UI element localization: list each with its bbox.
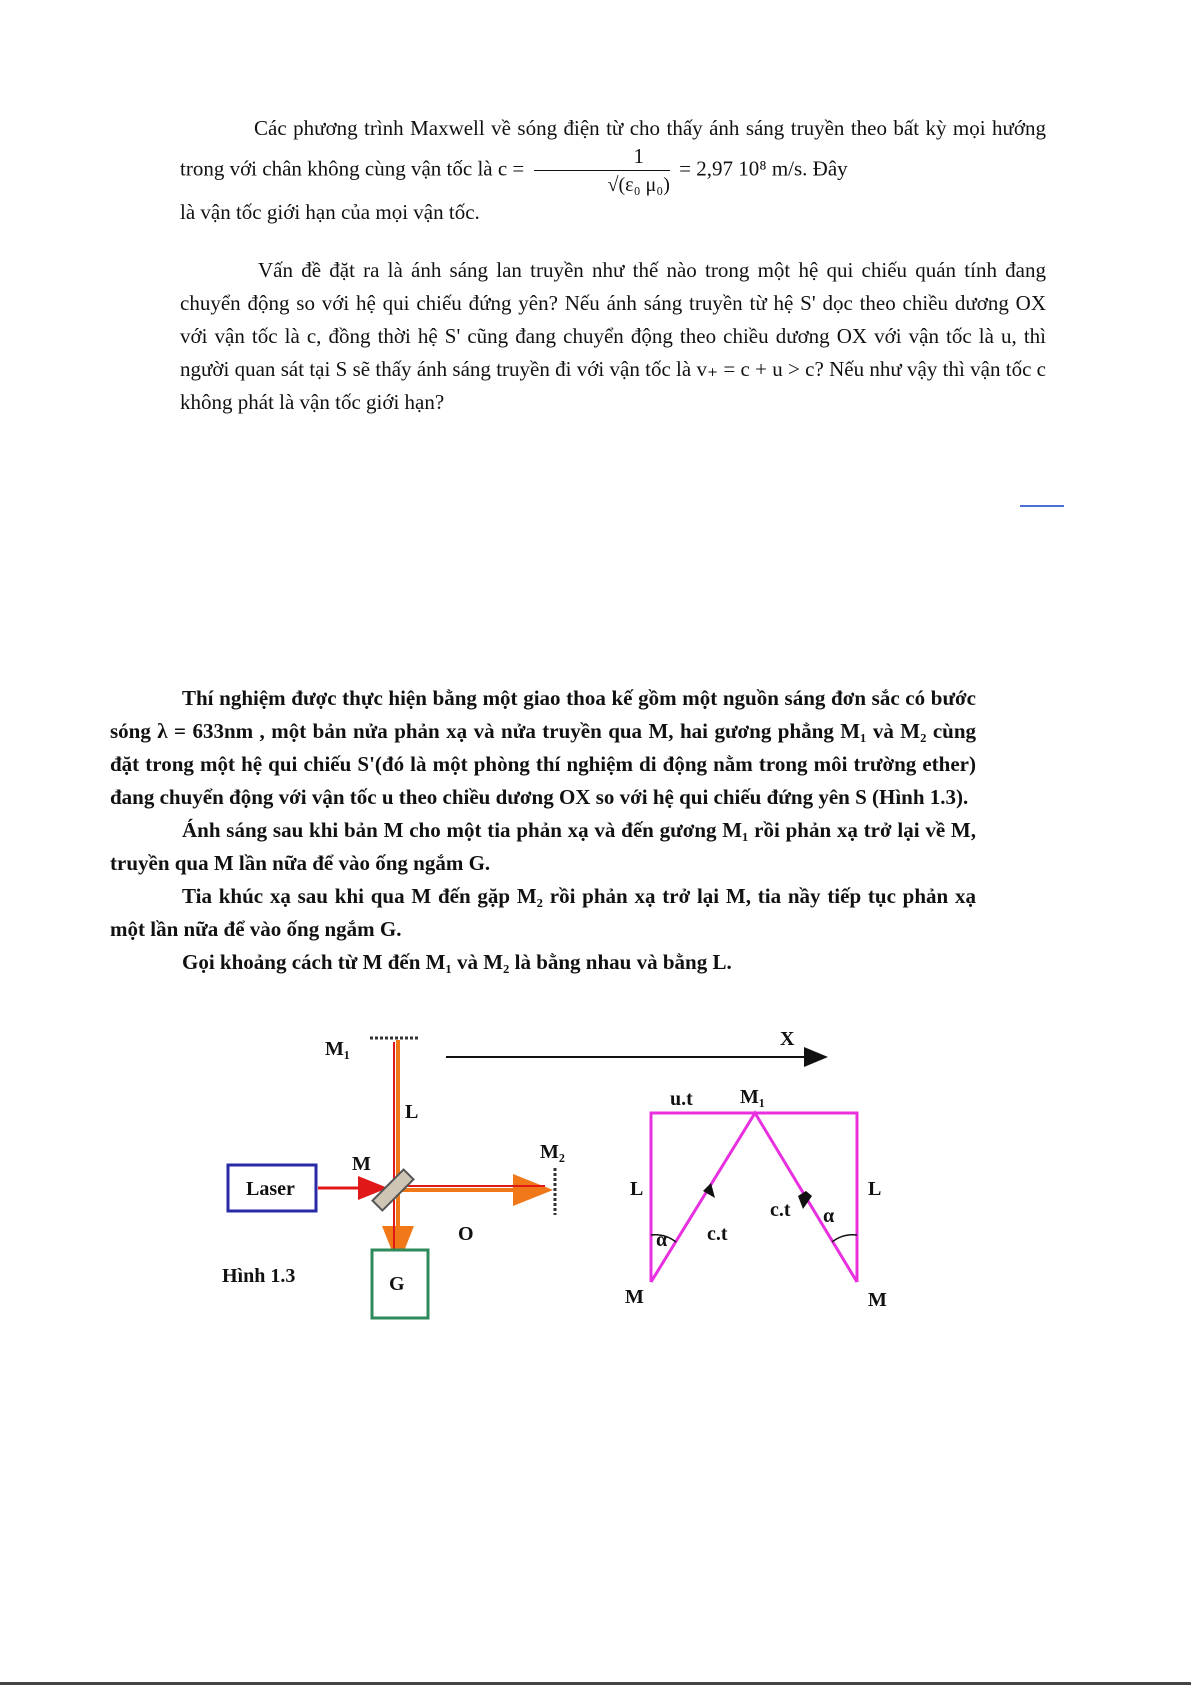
experiment-p3: Tia khúc xạ sau khi qua M đến gặp M₂ rồi phản xạ trở lại M, tia nầy tiếp tục phản xạ một lần nữa để vào ống ngắm G.: [110, 884, 976, 941]
label-m-left: M: [625, 1286, 644, 1308]
label-alpha-left: α: [656, 1229, 668, 1251]
label-m-right: M: [868, 1289, 887, 1311]
figure-caption: Hình 1.3: [222, 1265, 296, 1287]
label-l-right: L: [868, 1178, 882, 1200]
label-m: M: [352, 1153, 371, 1175]
maxwell-line1: Các phương trình Maxwell về sóng điện từ cho thấy ánh sáng truyền theo bất kỳ mọi hướng trong với chân không cùng vận tốc là c =: [180, 116, 1046, 181]
interferometer-figure: [0, 1010, 1191, 1340]
experiment-paragraphs: [110, 682, 976, 979]
maxwell-paragraph: [180, 112, 1046, 229]
label-m1: M₁: [325, 1038, 350, 1060]
label-l-left: L: [630, 1178, 644, 1200]
label-g: G: [389, 1273, 405, 1295]
speed-fraction: [534, 145, 670, 196]
label-o: O: [458, 1223, 474, 1245]
label-ct-left: c.t: [707, 1223, 728, 1245]
experiment-p2: Ánh sáng sau khi bản M cho một tia phản xạ và đến gương M₁ rồi phản xạ trở lại về M, truyền qua M lần nữa để vào ống ngắm G.: [110, 818, 976, 875]
question-paragraph: Vấn đề đặt ra là ánh sáng lan truyền như thế nào trong một hệ qui chiếu quán tính đang chuyển động so với hệ qui chiếu đứng yên? Nếu ánh sáng truyền từ hệ S' dọc theo chiều dương OX với vận tốc là c, đồng thời hệ S' cũng đang chuyển động theo chiều dương OX với vận tốc là u, thì người quan sát tại S sẽ thấy ánh sáng truyền đi với vận tốc là v₊ = c + u > c? Nếu như vậy thì vận tốc c không phát là vận tốc giới hạn?: [180, 258, 1046, 414]
label-m1-right: M₁: [740, 1086, 765, 1108]
experiment-p4: Gọi khoảng cách từ M đến M₁ và M₂ là bằng nhau và bằng L.: [182, 950, 732, 974]
label-ut: u.t: [670, 1088, 693, 1110]
label-alpha-right: α: [823, 1205, 835, 1227]
label-laser: Laser: [246, 1178, 295, 1200]
speed-value: = 2,97 10⁸ m/s. Đây: [673, 156, 848, 181]
label-m2: M₂: [540, 1141, 565, 1163]
light-path: [651, 1113, 857, 1282]
experiment-p1: Thí nghiệm được thực hiện bằng một giao thoa kế gồm một nguồn sáng đơn sắc có bước sóng λ = 633nm , một bản nửa phản xạ và nửa truyền qua M, hai gương phẳng M₁ và M₂ cùng đặt trong một hệ qui chiếu S'(đó là một phòng thí nghiệm di động nằm trong môi trường ether) đang chuyển động với vận tốc u theo chiều dương OX so với hệ qui chiếu đứng yên S (Hình 1.3).: [110, 686, 976, 809]
label-ct-right: c.t: [770, 1199, 791, 1221]
fraction-numerator: 1: [534, 145, 670, 171]
label-l-vertical: L: [405, 1101, 419, 1123]
travel-frame: [651, 1113, 857, 1282]
link-underline[interactable]: [1020, 505, 1064, 507]
alpha-arc-right: [832, 1235, 857, 1242]
maxwell-line2: là vận tốc giới hạn của mọi vận tốc.: [180, 200, 480, 225]
maxwell-text: [180, 112, 1046, 196]
fraction-denominator: √(ε₀ μ₀): [607, 174, 670, 197]
label-x: X: [780, 1028, 795, 1050]
